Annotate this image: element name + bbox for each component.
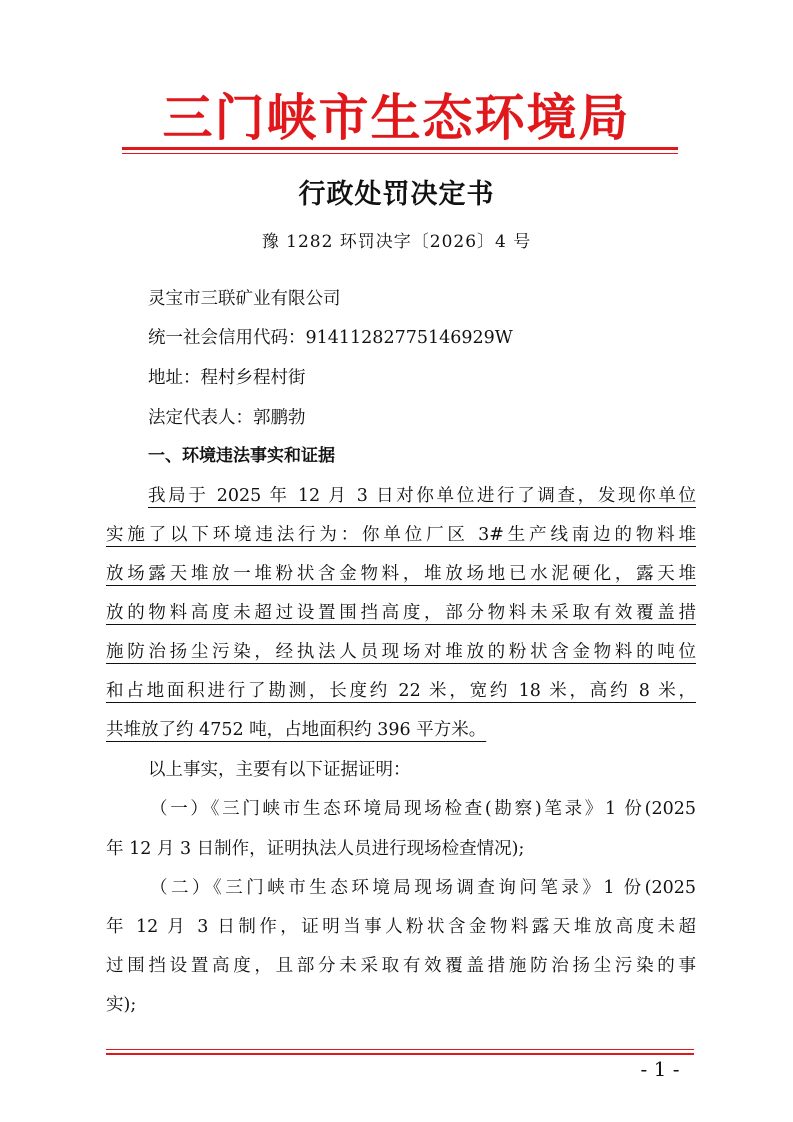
evidence-intro: 以上事实，主要有以下证据证明： (148, 760, 411, 780)
facts-line: 施防治扬尘污染，经执法人员现场对堆放的粉状含金物料的吨位 (106, 642, 696, 662)
page-number: - 1 - (640, 1057, 680, 1081)
facts-line: 和占地面积进行了勘测，长度约 22 米，宽约 18 米，高约 8 米， (106, 681, 696, 701)
evidence-item-2: （二）《三门峡市生态环境局现场调查询问笔录》1 份(2025 (150, 878, 696, 898)
credit-code: 统一社会信用代码：91411282775146929W (148, 328, 513, 348)
facts-line: 我局于 2025 年 12 月 3 日对你单位进行了调查，发现你单位 (148, 486, 696, 506)
facts-line: 放的物料高度未超过设置围挡高度，部分物料未采取有效覆盖措 (106, 603, 696, 623)
evidence-item-2-cont: 过围挡设置高度，且部分未采取有效覆盖措施防治扬尘污染的事 (106, 956, 696, 976)
evidence-item-2-cont: 年 12 月 3 日制作，证明当事人粉状含金物料露天堆放高度未超 (106, 917, 696, 937)
document-number: 豫 1282 环罚决字〔2026〕4 号 (261, 232, 532, 252)
evidence-item-2-cont: 实); (106, 995, 137, 1015)
facts-line: 共堆放了约 4752 吨，占地面积约 396 平方米。 (106, 720, 487, 740)
party-address: 地址：程村乡程村街 (148, 368, 306, 388)
evidence-item-1-cont: 年 12 月 3 日制作，证明执法人员进行现场检查情况); (106, 839, 525, 859)
section-heading: 一、环境违法事实和证据 (148, 446, 335, 466)
facts-line: 放场露天堆放一堆粉状含金物料，堆放场地已水泥硬化，露天堆 (106, 564, 696, 584)
red-divider-bottom-thick (106, 1053, 694, 1055)
red-divider-top-thin (122, 153, 678, 154)
facts-line: 实施了以下环境违法行为：你单位厂区 3#生产线南边的物料堆 (106, 525, 696, 545)
red-divider-bottom (106, 1049, 694, 1050)
party-name: 灵宝市三联矿业有限公司 (148, 289, 341, 309)
agency-header: 三门峡市生态环境局 (162, 88, 631, 147)
red-divider-top (122, 147, 678, 150)
evidence-item-1: （一）《三门峡市生态环境局现场检查(勘察)笔录》1 份(2025 (150, 799, 696, 819)
document-title: 行政处罚决定书 (298, 179, 495, 210)
legal-representative: 法定代表人：郭鹏勃 (148, 408, 306, 428)
